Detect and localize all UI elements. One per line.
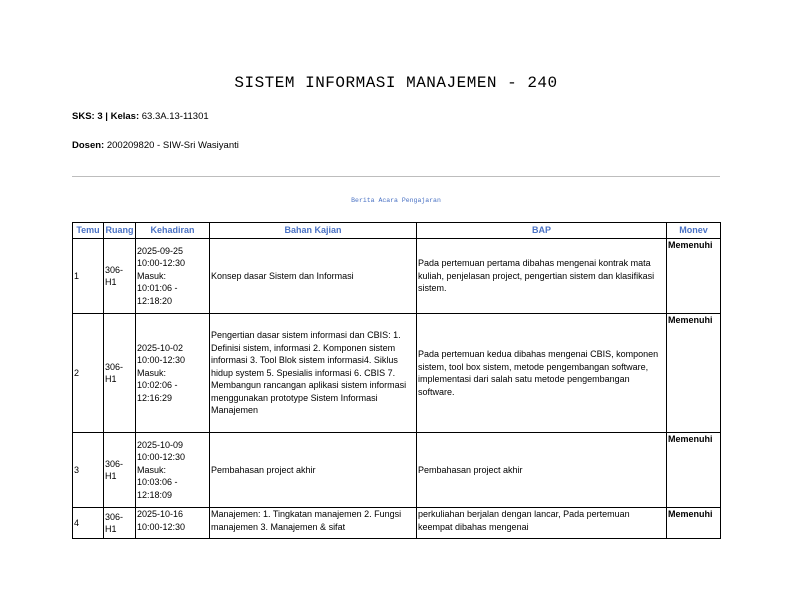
kelas-label: Kelas: <box>110 111 140 122</box>
cell-kehadiran: 2025-10-16 10:00-12:30 <box>136 508 210 539</box>
header-bap: BAP <box>417 223 667 239</box>
cell-temu: 1 <box>73 239 104 314</box>
table-row <box>73 314 721 433</box>
sks-label: SKS: <box>72 111 95 122</box>
cell-monev: Memenuhi <box>667 239 721 314</box>
teaching-report-table <box>72 222 721 539</box>
cell-bap: Pada pertemuan pertama dibahas mengenai kontrak mata kuliah, penjelasan project, pengertian sistem dan klasifikasi sistem. <box>417 239 667 314</box>
table-row <box>73 239 721 314</box>
divider <box>72 176 720 177</box>
meta-separator: | <box>105 111 108 122</box>
cell-bahan-kajian: Pembahasan project akhir <box>210 433 417 508</box>
lecturer-meta <box>72 140 239 151</box>
cell-bahan-kajian: Konsep dasar Sistem dan Informasi <box>210 239 417 314</box>
cell-temu: 4 <box>73 508 104 539</box>
cell-bahan-kajian: Manajemen: 1. Tingkatan manajemen 2. Fungsi manajemen 3. Manajemen & sifat <box>210 508 417 539</box>
cell-kehadiran: 2025-10-09 10:00-12:30 Masuk: 10:03:06 - 12:18:09 <box>136 433 210 508</box>
cell-ruang: 306-H1 <box>104 314 136 433</box>
sks-value: 3 <box>97 111 103 122</box>
table-row <box>73 508 721 539</box>
cell-ruang: 306-H1 <box>104 239 136 314</box>
header-bahan-kajian: Bahan Kajian <box>210 223 417 239</box>
dosen-value: 200209820 - SIW-Sri Wasiyanti <box>106 140 239 151</box>
cell-bap: perkuliahan berjalan dengan lancar, Pada pertemuan keempat dibahas mengenai <box>417 508 667 539</box>
section-title: Berita Acara Pengajaran <box>351 197 441 204</box>
cell-monev: Memenuhi <box>667 314 721 433</box>
cell-bahan-kajian: Pengertian dasar sistem informasi dan CBIS: 1. Definisi sistem, informasi 2. Komponen sistem informasi 3. Tool Blok sistem informasi4. Siklus hidup system 5. Spesialis informasi 6. CBIS 7. Membangun rancangan aplikasi sistem informasi menggunakan prototype Sistem Informasi Manajemen <box>210 314 417 433</box>
cell-kehadiran: 2025-10-02 10:00-12:30 Masuk: 10:02:06 - 12:16:29 <box>136 314 210 433</box>
header-kehadiran: Kehadiran <box>136 223 210 239</box>
cell-ruang: 306-H1 <box>104 508 136 539</box>
cell-kehadiran: 2025-09-25 10:00-12:30 Masuk: 10:01:06 - 12:18:20 <box>136 239 210 314</box>
cell-bap: Pada pertemuan kedua dibahas mengenai CBIS, komponen sistem, tool box sistem, metode pengembangan software, implementasi dari salah satu metode pengembangan software. <box>417 314 667 433</box>
cell-ruang: 306-H1 <box>104 433 136 508</box>
cell-monev: Memenuhi <box>667 508 721 539</box>
cell-temu: 2 <box>73 314 104 433</box>
cell-monev: Memenuhi <box>667 433 721 508</box>
course-meta <box>72 111 209 122</box>
table-header-row <box>73 223 721 239</box>
cell-bap: Pembahasan project akhir <box>417 433 667 508</box>
dosen-label: Dosen: <box>72 140 105 151</box>
header-monev: Monev <box>667 223 721 239</box>
header-ruang: Ruang <box>104 223 136 239</box>
page-title: SISTEM INFORMASI MANAJEMEN - 240 <box>234 74 558 92</box>
kelas-value: 63.3A.13-11301 <box>141 111 209 122</box>
cell-temu: 3 <box>73 433 104 508</box>
table-row <box>73 433 721 508</box>
header-temu: Temu <box>73 223 104 239</box>
